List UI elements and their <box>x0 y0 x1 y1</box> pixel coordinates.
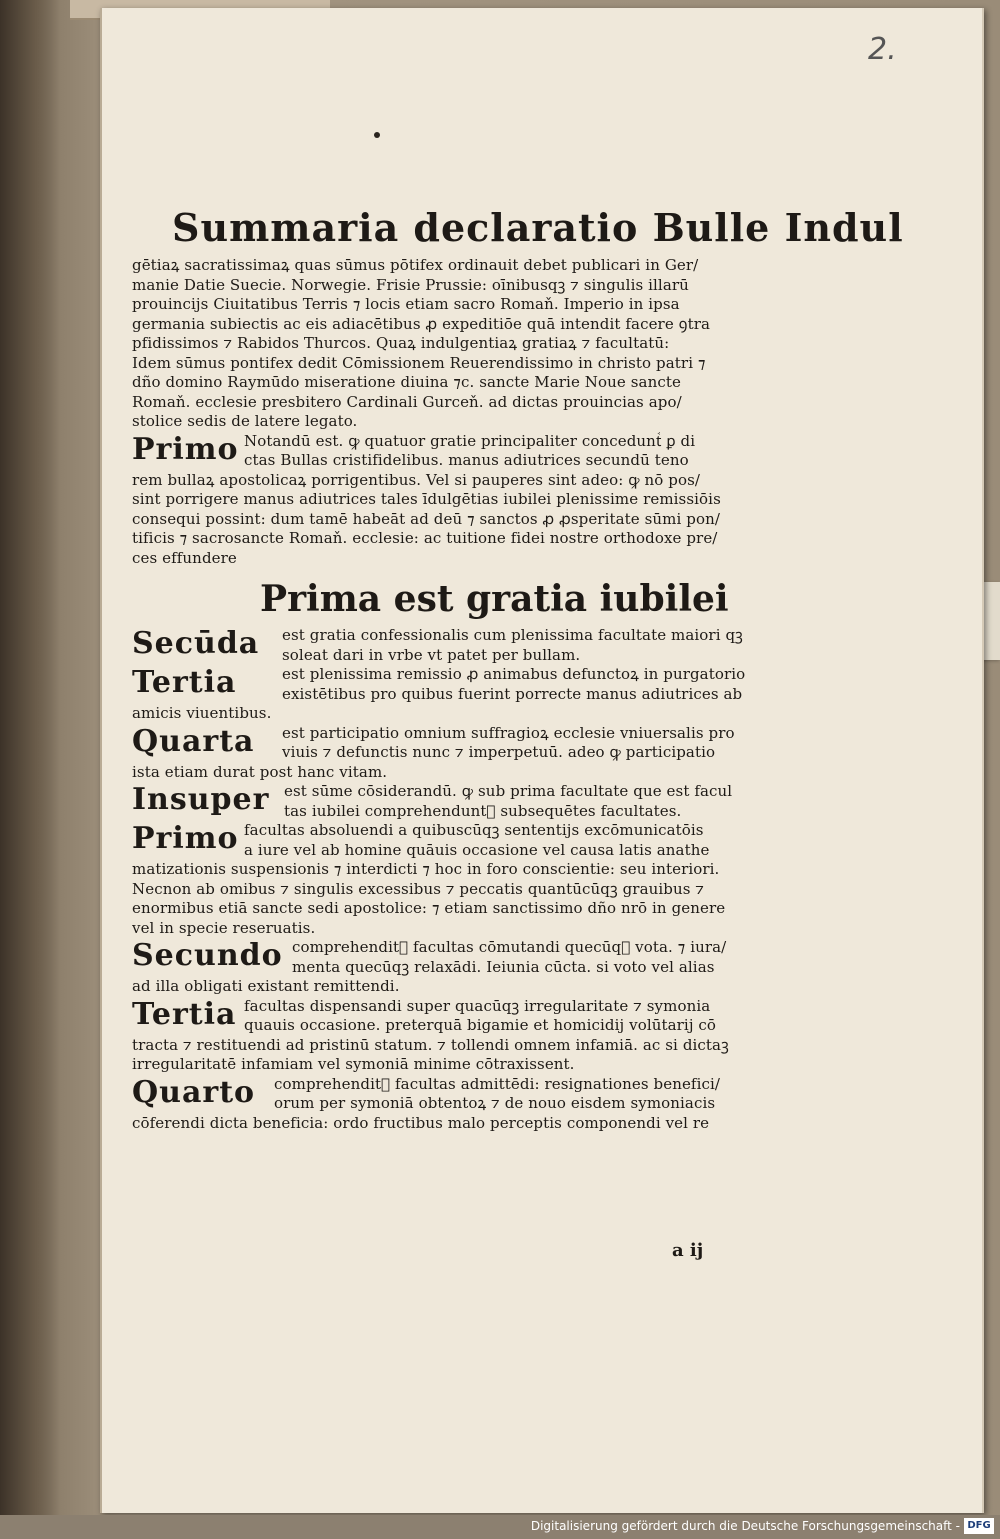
dfg-logo: DFG <box>964 1518 994 1534</box>
text-line: prouincijs Ciuitatibus Terris ⁊ locis etiam sacro Romaň. Imperio in ipsa <box>132 295 680 313</box>
initial-paragraph <box>132 821 778 938</box>
initial-paragraph <box>132 997 778 1075</box>
text-line: est sūme cōsiderandū. ꝙ sub prima facultate que est facul <box>284 782 733 800</box>
text-line: ista etiam durat post hanc vitam. <box>132 762 388 781</box>
large-initial-word: Secundo <box>132 938 283 973</box>
text-line: menta quecūqꝫ relaxādi. Ieiunia cūcta. si voto vel alias <box>292 957 715 976</box>
binding-shadow <box>0 0 60 1539</box>
text-line: ces effundere <box>132 548 237 567</box>
text-line: vel in specie reseruatis. <box>132 918 316 937</box>
initial-paragraph <box>132 938 778 997</box>
text-line: manie Datie Suecie. Norwegie. Frisie Prussie: oīnibusqꝫ ⁊ singulis illarū <box>132 275 689 294</box>
text-line: rem bullaꝝ apostolicaꝝ porrigentibus. Vel si pauperes sint adeo: ꝙ nō pos/ <box>132 470 701 489</box>
large-initial-word: Primo <box>132 821 239 856</box>
large-initial-word: Insuper <box>132 782 270 817</box>
text-line: germania subiectis ac eis adiacētibus ꝓ expeditiōe quā intendit facere ꝯtra <box>132 314 711 333</box>
handwritten-folio-number: 2. <box>868 32 897 67</box>
text-line: comprehenditᷣ facultas cōmutandi quecūqꝫ vota. ⁊ iura/ <box>292 938 727 956</box>
text-line: Necnon ab omibus ⁊ singulis excessibus ⁊ peccatis quantūcūqꝫ grauibus ⁊ <box>132 879 705 898</box>
large-initial-word: Quarto <box>132 1074 256 1110</box>
text-line: tificis ⁊ sacrosancte Romaň. ecclesie: ac tuitione fidei nostre orthodoxe pre/ <box>132 529 718 547</box>
text-line: Romaň. ecclesie presbitero Cardinali Gurceň. ad dictas prouincias apo/ <box>132 392 682 411</box>
text-line: viuis ⁊ defunctis nunc ⁊ imperpetuū. adeo ꝙ participatio <box>282 743 716 761</box>
text-line: matizationis suspensionis ⁊ interdicti ⁊ hoc in foro conscientie: seu interiori. <box>132 860 720 878</box>
text-line: est gratia confessionalis cum plenissima facultate maiori qꝫ <box>282 626 743 644</box>
text-line: est plenissima remissio ꝓ animabus defunctoꝝ in purgatorio <box>282 665 746 683</box>
initial-paragraph <box>132 665 778 724</box>
text-line: consequi possint: dum tamē habeāt ad deū ⁊ sanctos ꝓ ꝓsperitate sūmi pon/ <box>132 509 720 528</box>
text-line: soleat dari in vrbe vt patet per bullam. <box>282 645 581 664</box>
text-line: irregularitatē infamiam vel symoniā minime cōtraxissent. <box>132 1055 575 1073</box>
text-line: cōferendi dicta beneficia: ordo fructibus malo perceptis componendi vel re <box>132 1113 710 1132</box>
text-line: a iure vel ab homine quāuis occasione vel causa latis anathe <box>244 840 710 859</box>
intro-paragraph <box>132 256 778 432</box>
text-line: est participatio omnium suffragioꝝ ecclesie vniuersalis pro <box>282 723 735 742</box>
initial-paragraph <box>132 1075 778 1134</box>
text-line: ctas Bullas cristifidelibus. manus adiutrices secundū teno <box>244 451 689 469</box>
digitization-credit: Digitalisierung gefördert durch die Deutsche Forschungsgemeinschaft - <box>530 1519 960 1533</box>
initial-paragraph <box>132 782 778 821</box>
large-initial-word: Tertia <box>132 996 237 1032</box>
text-line: stolice sedis de latere legato. <box>132 412 358 430</box>
primo-paragraph <box>132 432 778 569</box>
initial-paragraph <box>132 724 778 783</box>
gratiae-list <box>132 626 778 821</box>
text-line: enormibus etiā sancte sedi apostolice: ⁊ etiam sanctissimo dño nrō in genere <box>132 899 726 917</box>
large-initial-word: Primo <box>132 431 239 467</box>
text-line: existētibus pro quibus fuerint porrecte manus adiutrices ab <box>282 684 743 703</box>
large-initial-word: Secūda <box>132 626 260 661</box>
text-line: comprehenditᷣ facultas admittēdi: resignationes benefici/ <box>274 1074 721 1093</box>
text-line: facultas absoluendi a quibuscūqꝫ sententijs excōmunicatōis <box>244 821 704 839</box>
signature-mark: a ij <box>672 1240 704 1261</box>
text-line: dño domino Raymūdo miseratione diuina ⁊c. sancte Marie Noue sancte <box>132 373 681 391</box>
initial-paragraph <box>132 626 778 665</box>
text-line: tas iubilei comprehenduntᷣ subsequētes facultates. <box>284 801 682 820</box>
text-line: facultas dispensandi super quacūqꝫ irregularitate ⁊ symonia <box>244 996 711 1015</box>
text-line: ad illa obligati existant remittendi. <box>132 977 400 995</box>
text-line: gētiaꝝ sacratissimaꝝ quas sūmus pōtifex ordinauit debet publicari in Ger/ <box>132 256 699 274</box>
text-line: quauis occasione. preterquā bigamie et homicidij volūtarij cō <box>244 1016 717 1034</box>
ink-dot <box>374 132 380 138</box>
printed-text-block <box>132 200 904 1133</box>
text-line: amicis viuentibus. <box>132 704 272 722</box>
section-heading: Prima est gratia iubilei <box>260 578 729 620</box>
text-line: pfidissimos ⁊ Rabidos Thurcos. Quaꝝ indulgentiaꝝ gratiaꝝ ⁊ facultatū: <box>132 334 670 352</box>
text-line: orum per symoniā obtentoꝝ ⁊ de nouo eisdem symoniacis <box>274 1094 716 1112</box>
document-title: Summaria declaratio Bulle Indul <box>172 205 904 250</box>
text-line: sint porrigere manus adiutrices tales īdulgētias iubilei plenissime remissiōis <box>132 490 721 508</box>
large-initial-word: Quarta <box>132 723 255 759</box>
text-line: Notandū est. ꝙ quatuor gratie principaliter conceduntᷣ ꝑ di <box>244 431 696 450</box>
text-line: Idem sūmus pontifex dedit Cōmissionem Reuerendissimo in christo patri ⁊ <box>132 353 706 372</box>
large-initial-word: Tertia <box>132 665 237 700</box>
text-line: tracta ⁊ restituendi ad pristinū statum. ⁊ tollendi omnem infamiā. ac si dictaꝫ <box>132 1035 729 1054</box>
facultates-list <box>132 821 778 1133</box>
